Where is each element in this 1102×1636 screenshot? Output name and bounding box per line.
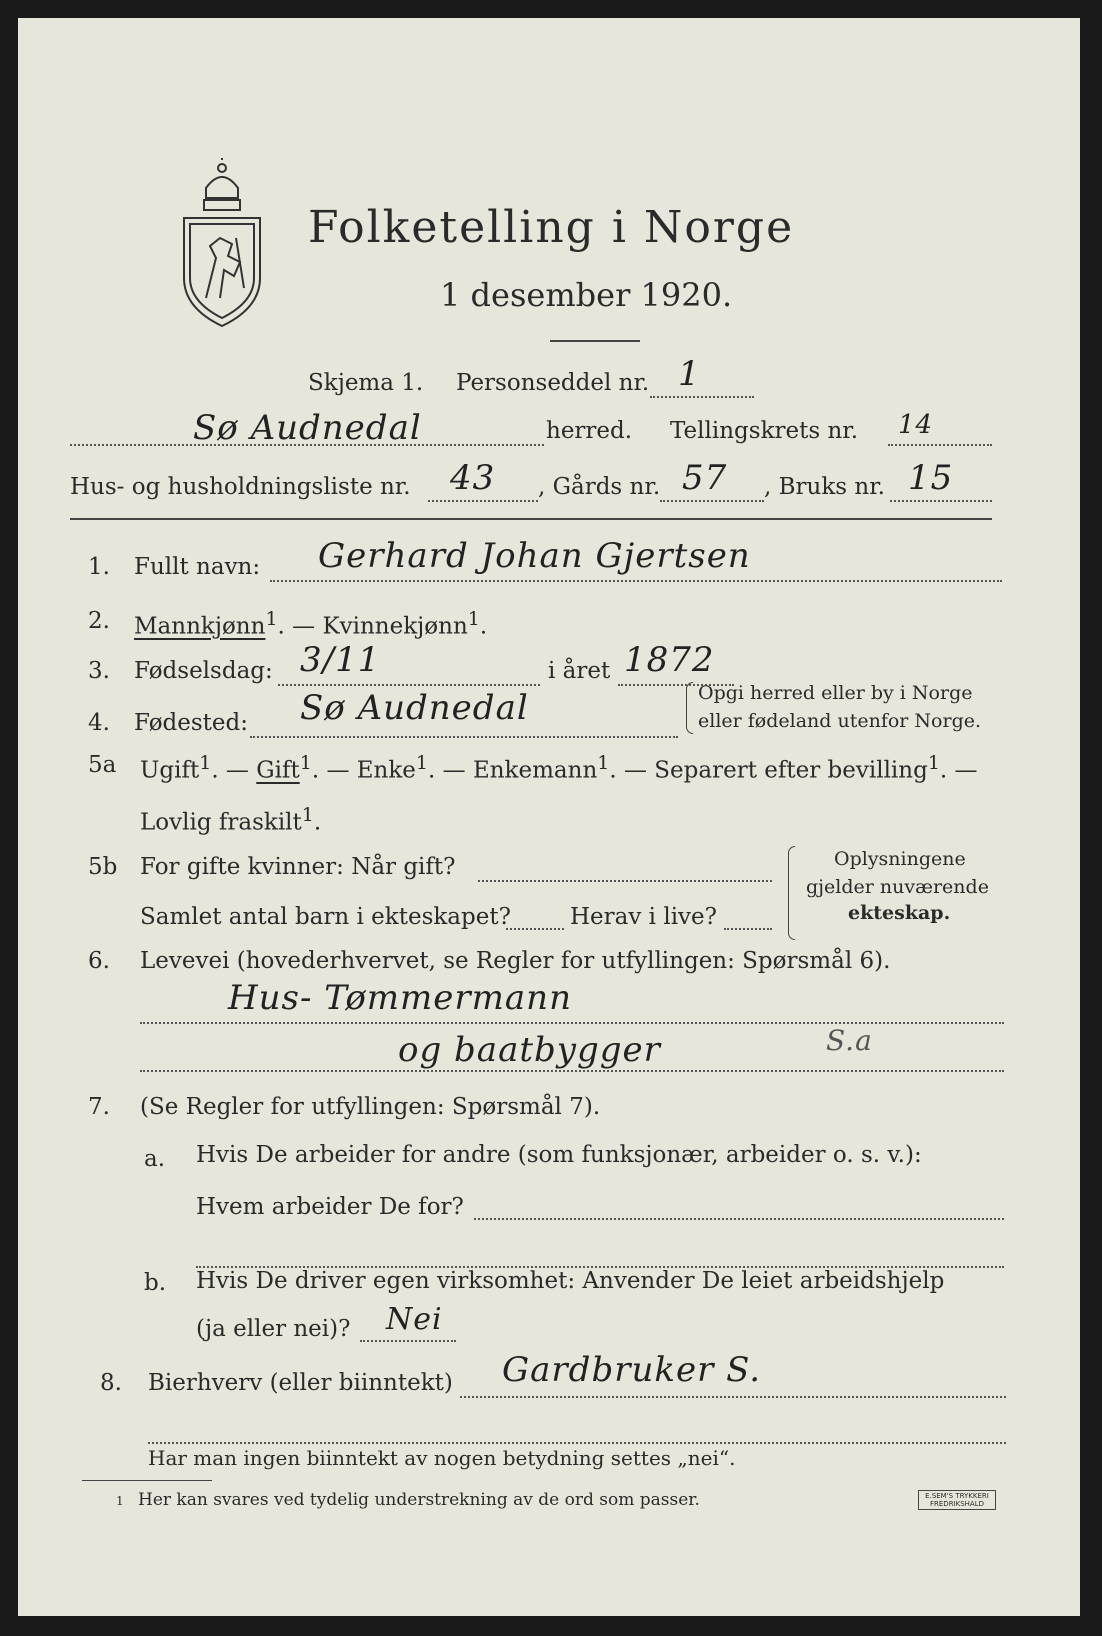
q1-label: Fullt navn: (134, 554, 261, 580)
bruks-value[interactable]: 15 (908, 458, 954, 498)
children-alive-field[interactable] (724, 928, 772, 930)
q7a-label-2: Hvem arbeider De for? (196, 1194, 464, 1220)
census-date: 1 desember 1920. (440, 276, 733, 314)
q3-year-label: i året (548, 658, 611, 684)
status-separert[interactable]: Separert efter bevilling (654, 757, 928, 784)
q1-number: 1. (88, 554, 110, 580)
q7-label: (Se Regler for utfyllingen: Spørsmål 7). (140, 1094, 601, 1120)
printer-stamp: E.SEM'S TRYKKERI FREDRIKSHALD (918, 1490, 996, 1510)
q7b-number: b. (144, 1270, 167, 1296)
birthday-value[interactable]: 3/11 (300, 640, 381, 680)
q4-label: Fødested: (134, 710, 249, 736)
birthplace-value[interactable]: Sø Audnedal (300, 688, 529, 728)
q7-number: 7. (88, 1094, 110, 1120)
skjema-label: Skjema 1. (308, 370, 424, 396)
q5b-note-2: gjelder nuværende (806, 876, 989, 898)
status-ugift[interactable]: Ugift (140, 757, 200, 784)
coat-of-arms-icon (176, 158, 268, 328)
hired-help-value[interactable]: Nei (386, 1302, 443, 1337)
employer-field[interactable] (474, 1218, 1004, 1220)
bruks-label: , Bruks nr. (764, 474, 885, 500)
q5b-label: For gifte kvinner: Når gift? (140, 854, 456, 880)
full-name-value[interactable]: Gerhard Johan Gjertsen (318, 536, 751, 576)
q5a-number: 5a (88, 752, 117, 778)
title-divider (550, 340, 640, 342)
status-enkemann[interactable]: Enkemann (472, 757, 598, 784)
q5b-children-label: Samlet antal barn i ekteskapet? (140, 904, 511, 930)
herred-value[interactable]: Sø Audnedal (193, 408, 422, 448)
q7a-label: Hvis De arbeider for andre (som funksjonær, arbeider o. s. v.): (196, 1142, 922, 1168)
q2-number: 2. (88, 608, 110, 634)
q5b-note-1: Oplysningene (834, 848, 966, 870)
tellingskrets-label: Tellingskrets nr. (670, 418, 859, 444)
header-rule (70, 518, 992, 520)
occupation-value-2[interactable]: og baatbygger (398, 1030, 661, 1070)
status-lovlig-fraskilt[interactable]: Lovlig fraskilt$^1$. (140, 804, 322, 836)
gards-label: , Gårds nr. (538, 474, 661, 500)
q3-label: Fødselsdag: (134, 658, 273, 684)
q7b-label: Hvis De driver egen virksomhet: Anvender De leiet arbeidshjelp (196, 1268, 945, 1294)
q8-number: 8. (100, 1370, 122, 1396)
q5b-number: 5b (88, 854, 118, 880)
status-gift[interactable]: Gift (256, 757, 300, 784)
gender-line: Mannkjønn$^1$. — Kvinnekjønn$^1$. (134, 608, 488, 640)
personseddel-label: Personseddel nr. (456, 370, 650, 396)
q6-number: 6. (88, 948, 110, 974)
occupation-mark: S.a (826, 1024, 873, 1057)
q8-note: Har man ingen biinntekt av nogen betydning settes „nei“. (148, 1446, 736, 1470)
q7a-number: a. (144, 1146, 166, 1172)
birth-year-value[interactable]: 1872 (624, 640, 715, 680)
hus-value[interactable]: 43 (450, 458, 496, 498)
personseddel-value[interactable]: 1 (678, 354, 701, 394)
q5b-note-3: ekteskap. (848, 902, 951, 924)
gender-male-option[interactable]: Mannkjønn (134, 613, 266, 640)
q6-label: Levevei (hovederhvervet, se Regler for utfyllingen: Spørsmål 6). (140, 948, 891, 974)
married-date-field[interactable] (478, 880, 772, 882)
footnote-text: Her kan svares ved tydelig understrekning av de ord som passer. (138, 1490, 700, 1510)
children-count-field[interactable] (506, 928, 564, 930)
q5b-alive-label: Herav i live? (570, 904, 717, 930)
status-enke[interactable]: Enke (356, 757, 416, 784)
q4-number: 4. (88, 710, 110, 736)
herred-label: herred. (546, 418, 633, 444)
gender-female-option[interactable]: . — Kvinnekjønn (277, 613, 468, 640)
census-form (18, 18, 1080, 1616)
footnote-mark: 1 (116, 1494, 124, 1508)
gards-value[interactable]: 57 (682, 458, 728, 498)
footnote-divider (82, 1480, 212, 1481)
occupation-value-1[interactable]: Hus- Tømmermann (228, 978, 572, 1018)
q4-note-2: eller fødeland utenfor Norge. (698, 710, 982, 732)
marital-status-line: Ugift$^1$. — Gift$^1$. — Enke$^1$. — Enkemann$^1$. — Separert efter bevilling$^1$. — (140, 752, 978, 784)
q8-label: Bierhverv (eller biinntekt) (148, 1370, 453, 1396)
side-income-field-2[interactable] (148, 1442, 1006, 1444)
q3-number: 3. (88, 658, 110, 684)
q4-note-1: Opgi herred eller by i Norge (698, 682, 973, 704)
hus-label: Hus- og husholdningsliste nr. (70, 474, 411, 500)
side-income-value[interactable]: Gardbruker S. (502, 1350, 762, 1390)
form-title: Folketelling i Norge (308, 202, 795, 253)
tellingskrets-value[interactable]: 14 (898, 410, 934, 440)
q7b-label-2: (ja eller nei)? (196, 1316, 351, 1342)
